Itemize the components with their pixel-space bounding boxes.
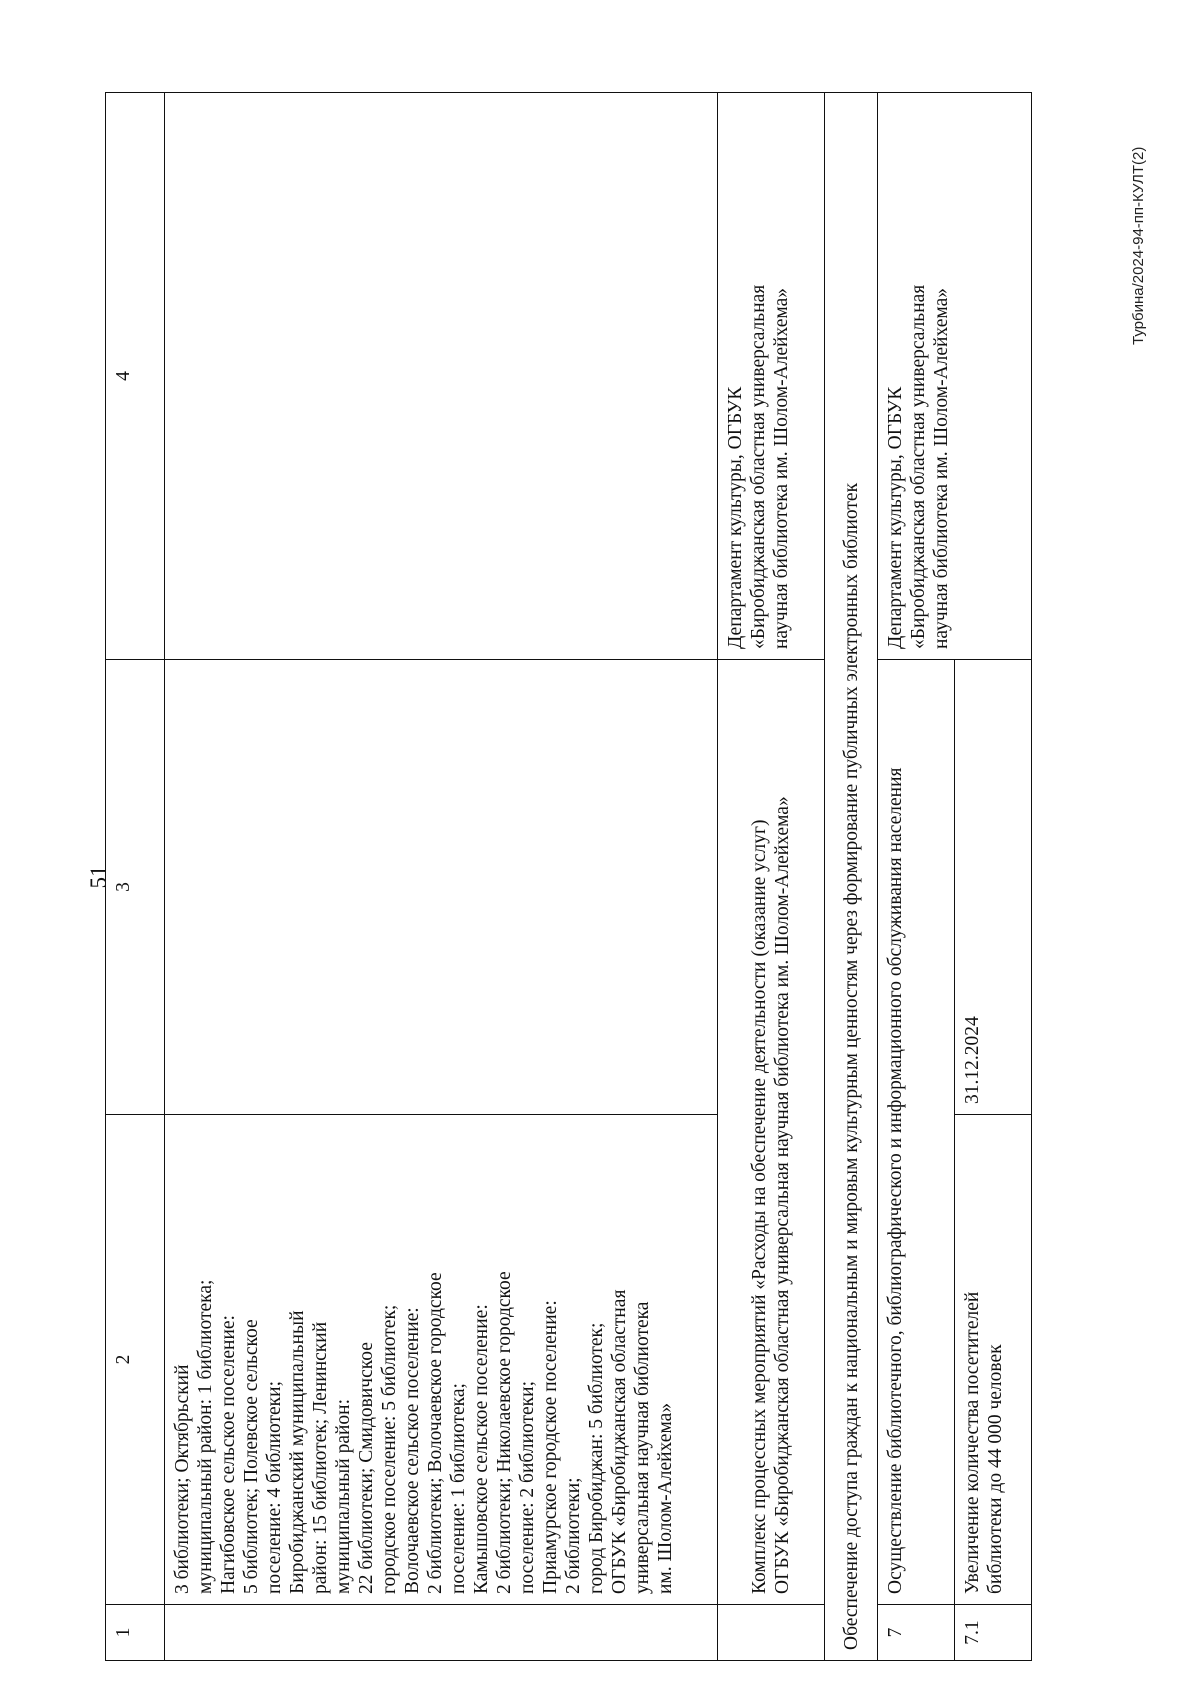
text-line: 2 библиотеки; Волочаевское городское bbox=[425, 1272, 446, 1594]
text-line: научная библиотека им. Шолом-Алейхема» bbox=[771, 288, 792, 649]
text-line: 22 библиотеки; Смидовичское bbox=[356, 1342, 377, 1594]
text-line: библиотеки до 44 000 человек bbox=[985, 1344, 1006, 1594]
text-line: ОГБУК «Биробиджанская областная универсальная научная библиотека им. Шолом-Алейхема» bbox=[772, 796, 793, 1594]
text-line: 2 библиотеки; bbox=[563, 1477, 584, 1594]
text-line: город Биробиджан: 5 библиотек; bbox=[586, 1322, 607, 1594]
text-line: им. Шолом-Алейхема» bbox=[655, 1402, 676, 1594]
text-line: ОГБУК «Биробиджанская областная bbox=[609, 1289, 630, 1594]
cell-task-title: Осуществление библиотечного, библиографического и информационного обслуживания населения bbox=[878, 660, 955, 1605]
header-col-2: 2 bbox=[106, 1115, 165, 1605]
table-row bbox=[825, 93, 878, 1661]
cell-number: 7.1 bbox=[955, 1605, 1032, 1661]
table-row bbox=[718, 93, 825, 1661]
cell-number: 7 bbox=[878, 1605, 955, 1661]
cell-complex-measures bbox=[718, 660, 825, 1605]
document-footer-code: Турбина/2024-94-пп-КУЛТ(2) bbox=[1130, 146, 1147, 345]
header-row bbox=[106, 93, 165, 1661]
text-line: 5 библиотек; Полевское сельское bbox=[241, 1319, 262, 1594]
table-row bbox=[165, 93, 718, 1661]
cell-number bbox=[165, 1605, 718, 1661]
text-line: «Биробиджанская областная универсальная bbox=[748, 284, 769, 649]
cell-indicator bbox=[955, 1115, 1032, 1605]
plan-table bbox=[105, 92, 1032, 1661]
text-line: район: 15 библиотек; Ленинский bbox=[310, 1321, 331, 1594]
cell-libraries-list bbox=[165, 1115, 718, 1605]
cell-section-title: Обеспечение доступа граждан к национальным и мировым культурным ценностям через формирование публичных электронных библиотек bbox=[825, 93, 878, 1661]
text-line: Волочаевское сельское поселение: bbox=[402, 1307, 423, 1594]
cell-empty bbox=[165, 660, 718, 1115]
cell-deadline: 31.12.2024 bbox=[955, 660, 1032, 1115]
cell-responsible bbox=[718, 93, 825, 660]
text-line: Приамурское городское поселение: bbox=[540, 1300, 561, 1594]
cell-empty bbox=[165, 93, 718, 660]
text-line: «Биробиджанская областная универсальная bbox=[908, 284, 929, 649]
cell-responsible bbox=[878, 93, 1032, 660]
cell-number bbox=[718, 1605, 825, 1661]
text-line: Камышовское сельское поселение: bbox=[471, 1304, 492, 1594]
text-line: городское поселение: 5 библиотек; bbox=[379, 1304, 400, 1594]
text-line: Комплекс процессных мероприятий «Расходы на обеспечение деятельности (оказание услуг) bbox=[749, 819, 770, 1594]
text-line: поселение: 1 библиотека; bbox=[448, 1383, 469, 1594]
text-line: научная библиотека им. Шолом-Алейхема» bbox=[931, 288, 952, 649]
table-row bbox=[878, 93, 955, 1661]
text-line: Департамент культуры, ОГБУК bbox=[885, 386, 906, 649]
text-line: поселение: 2 библиотеки; bbox=[517, 1380, 538, 1594]
text-line: 2 библиотеки; Николаевское городское bbox=[494, 1271, 515, 1594]
text-line: Увеличение количества посетителей bbox=[962, 1291, 983, 1594]
text-line: муниципальный район: bbox=[333, 1398, 354, 1594]
header-col-1: 1 bbox=[106, 1605, 165, 1661]
text-line: Биробиджанский муниципальный bbox=[287, 1310, 308, 1594]
page-number: 51 bbox=[86, 865, 111, 889]
text-line: 3 библиотеки; Октябрьский bbox=[172, 1364, 193, 1594]
text-line: Департамент культуры, ОГБУК bbox=[725, 386, 746, 649]
text-line: муниципальный район: 1 библиотека; bbox=[195, 1279, 216, 1594]
text-line: универсальная научная библиотека bbox=[632, 1301, 653, 1594]
header-col-3: 3 bbox=[106, 660, 165, 1115]
text-line: Нагибовское сельское поселение: bbox=[218, 1315, 239, 1594]
text-line: поселение: 4 библиотеки; bbox=[264, 1380, 285, 1594]
header-col-4: 4 bbox=[106, 93, 165, 660]
